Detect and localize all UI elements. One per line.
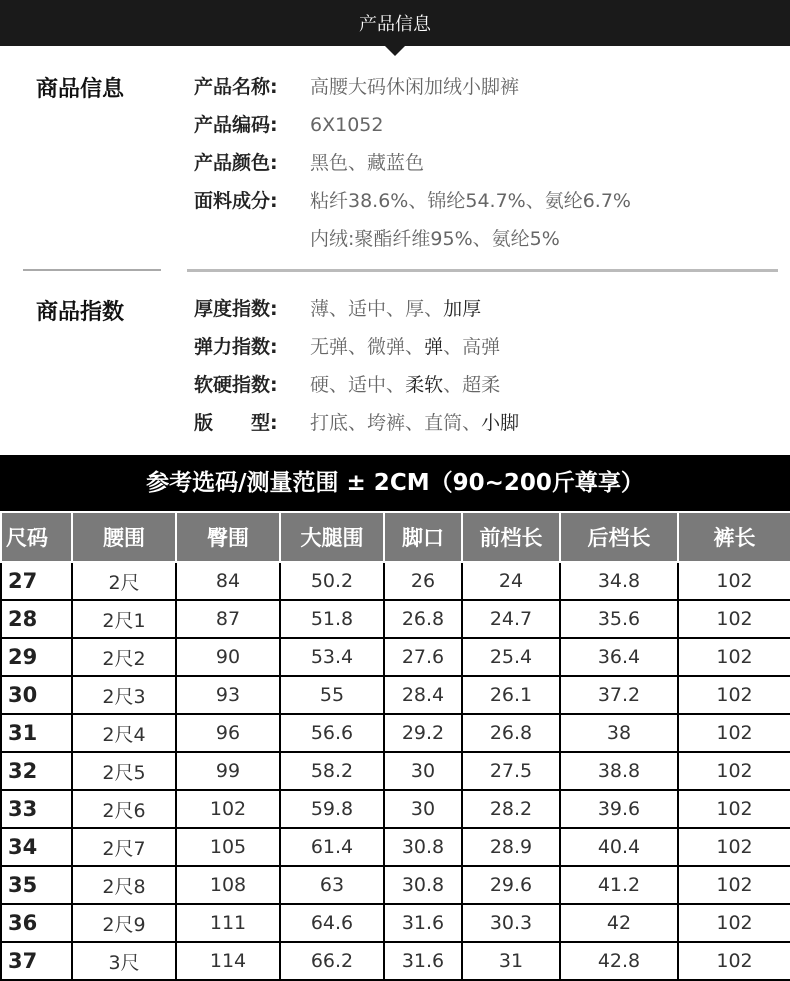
- index-option: 打底: [310, 412, 349, 434]
- size-cell: 28: [1, 600, 72, 638]
- size-cell: 27: [1, 562, 72, 600]
- index-option: 超柔: [462, 374, 501, 396]
- table-cell: 2尺4: [72, 714, 176, 752]
- table-cell: 42.8: [560, 942, 678, 980]
- index-row: [194, 409, 519, 437]
- info-key: 产品颜色:: [194, 152, 278, 174]
- table-row: [1, 562, 790, 600]
- index-options: 打底、垮裤、直筒、小脚: [310, 412, 520, 434]
- table-cell: 35.6: [560, 600, 678, 638]
- table-cell: 28.4: [384, 676, 462, 714]
- table-cell: 102: [678, 904, 790, 942]
- info-value: 粘纤38.6%、锦纶54.7%、氨纶6.7%: [310, 190, 631, 212]
- table-cell: 2尺2: [72, 638, 176, 676]
- table-cell: 102: [678, 562, 790, 600]
- table-cell: 2尺8: [72, 866, 176, 904]
- table-cell: 2尺7: [72, 828, 176, 866]
- table-cell: 102: [678, 714, 790, 752]
- index-option: 直筒: [424, 412, 463, 434]
- index-option-selected: 加厚: [443, 298, 482, 320]
- table-cell: 84: [176, 562, 280, 600]
- index-key: 厚度指数:: [194, 298, 278, 320]
- index-option: 薄: [310, 298, 330, 320]
- size-cell: 36: [1, 904, 72, 942]
- table-cell: 31.6: [384, 942, 462, 980]
- table-cell: 64.6: [280, 904, 384, 942]
- table-cell: 28.9: [462, 828, 560, 866]
- table-cell: 61.4: [280, 828, 384, 866]
- table-cell: 2尺6: [72, 790, 176, 828]
- table-cell: 50.2: [280, 562, 384, 600]
- table-cell: 66.2: [280, 942, 384, 980]
- table-cell: 90: [176, 638, 280, 676]
- table-cell: 29.2: [384, 714, 462, 752]
- table-cell: 58.2: [280, 752, 384, 790]
- divider-right: [187, 269, 778, 272]
- table-cell: 53.4: [280, 638, 384, 676]
- info-row: [194, 149, 424, 177]
- table-cell: 96: [176, 714, 280, 752]
- size-cell: 37: [1, 942, 72, 980]
- size-table-header: [1, 512, 790, 562]
- table-cell: 63: [280, 866, 384, 904]
- size-cell: 29: [1, 638, 72, 676]
- table-row: [1, 600, 790, 638]
- column-header: 裤长: [678, 512, 790, 562]
- table-cell: 102: [678, 676, 790, 714]
- index-options: 薄、适中、厚、加厚: [310, 298, 482, 320]
- table-cell: 111: [176, 904, 280, 942]
- table-cell: 24.7: [462, 600, 560, 638]
- size-cell: 33: [1, 790, 72, 828]
- index-option: 适中: [348, 298, 387, 320]
- banner-notch: [385, 46, 405, 56]
- info-row: [194, 73, 519, 101]
- table-cell: 26.8: [384, 600, 462, 638]
- product-index-title: 商品指数: [36, 300, 125, 325]
- info-row: [194, 111, 383, 139]
- info-value: 高腰大码休闲加绒小脚裤: [310, 76, 520, 98]
- table-cell: 102: [678, 600, 790, 638]
- index-key: 版 型:: [194, 412, 278, 434]
- table-row: [1, 828, 790, 866]
- index-option: 微弹: [367, 336, 406, 358]
- table-cell: 30: [384, 752, 462, 790]
- index-key: 软硬指数:: [194, 374, 278, 396]
- table-cell: 30: [384, 790, 462, 828]
- info-value: 6X1052: [310, 114, 384, 136]
- table-cell: 24: [462, 562, 560, 600]
- table-row: [1, 752, 790, 790]
- table-cell: 39.6: [560, 790, 678, 828]
- table-cell: 26: [384, 562, 462, 600]
- size-cell: 34: [1, 828, 72, 866]
- table-cell: 108: [176, 866, 280, 904]
- column-header: 脚口: [384, 512, 462, 562]
- table-cell: 30.3: [462, 904, 560, 942]
- table-cell: 30.8: [384, 866, 462, 904]
- table-cell: 102: [678, 790, 790, 828]
- table-cell: 26.1: [462, 676, 560, 714]
- banner-title: 产品信息: [359, 14, 431, 35]
- index-option: 无弹: [310, 336, 349, 358]
- table-cell: 2尺1: [72, 600, 176, 638]
- info-value: 内绒:聚酯纤维95%、氨纶5%: [310, 228, 560, 250]
- table-cell: 114: [176, 942, 280, 980]
- table-cell: 34.8: [560, 562, 678, 600]
- table-cell: 102: [678, 866, 790, 904]
- table-row: [1, 942, 790, 980]
- table-cell: 102: [678, 942, 790, 980]
- table-cell: 36.4: [560, 638, 678, 676]
- table-cell: 25.4: [462, 638, 560, 676]
- header-banner: [0, 0, 790, 46]
- table-cell: 2尺3: [72, 676, 176, 714]
- product-info-title: 商品信息: [36, 77, 125, 102]
- table-cell: 105: [176, 828, 280, 866]
- table-cell: 3尺: [72, 942, 176, 980]
- table-row: [1, 676, 790, 714]
- table-cell: 41.2: [560, 866, 678, 904]
- column-header: 臀围: [176, 512, 280, 562]
- index-options: 无弹、微弹、弹、高弹: [310, 336, 501, 358]
- info-key: 产品编码:: [194, 114, 278, 136]
- table-cell: 99: [176, 752, 280, 790]
- size-table-body: [1, 562, 790, 980]
- table-cell: 38.8: [560, 752, 678, 790]
- index-row: [194, 333, 500, 361]
- table-cell: 102: [678, 638, 790, 676]
- size-cell: 31: [1, 714, 72, 752]
- table-cell: 37.2: [560, 676, 678, 714]
- info-key: 面料成分:: [194, 190, 278, 212]
- table-row: [1, 714, 790, 752]
- table-cell: 51.8: [280, 600, 384, 638]
- index-row: [194, 371, 500, 399]
- index-option: 厚: [405, 298, 425, 320]
- column-header: 前档长: [462, 512, 560, 562]
- index-key: 弹力指数:: [194, 336, 278, 358]
- info-row: [194, 225, 560, 253]
- index-option: 垮裤: [367, 412, 406, 434]
- index-option-selected: 弹: [424, 336, 444, 358]
- table-cell: 28.2: [462, 790, 560, 828]
- info-value: 黑色、藏蓝色: [310, 152, 425, 174]
- table-cell: 2尺5: [72, 752, 176, 790]
- size-cell: 35: [1, 866, 72, 904]
- column-header: 腰围: [72, 512, 176, 562]
- info-key: 产品名称:: [194, 76, 278, 98]
- size-cell: 32: [1, 752, 72, 790]
- table-cell: 30.8: [384, 828, 462, 866]
- table-cell: 102: [678, 828, 790, 866]
- index-option: 高弹: [462, 336, 501, 358]
- table-cell: 93: [176, 676, 280, 714]
- table-cell: 29.6: [462, 866, 560, 904]
- table-cell: 2尺: [72, 562, 176, 600]
- table-cell: 42: [560, 904, 678, 942]
- index-option-selected: 小脚: [481, 412, 520, 434]
- table-cell: 102: [678, 752, 790, 790]
- index-option: 硬: [310, 374, 330, 396]
- table-cell: 2尺9: [72, 904, 176, 942]
- index-option-selected: 柔软: [405, 374, 444, 396]
- index-option: 适中: [348, 374, 387, 396]
- table-row: [1, 638, 790, 676]
- table-row: [1, 790, 790, 828]
- size-cell: 30: [1, 676, 72, 714]
- table-cell: 27.6: [384, 638, 462, 676]
- table-cell: 38: [560, 714, 678, 752]
- table-cell: 55: [280, 676, 384, 714]
- divider-left: [23, 269, 161, 271]
- table-cell: 59.8: [280, 790, 384, 828]
- table-row: [1, 904, 790, 942]
- info-row: [194, 187, 631, 215]
- table-cell: 56.6: [280, 714, 384, 752]
- table-cell: 26.8: [462, 714, 560, 752]
- column-header: 大腿围: [280, 512, 384, 562]
- column-header: 尺码: [1, 512, 72, 562]
- table-cell: 40.4: [560, 828, 678, 866]
- table-cell: 87: [176, 600, 280, 638]
- table-cell: 31: [462, 942, 560, 980]
- column-header: 后档长: [560, 512, 678, 562]
- table-cell: 31.6: [384, 904, 462, 942]
- index-row: [194, 295, 481, 323]
- size-table: [0, 511, 790, 981]
- size-table-title: 参考选码/测量范围 ± 2CM（90~200斤尊享）: [0, 455, 790, 511]
- index-options: 硬、适中、柔软、超柔: [310, 374, 501, 396]
- table-cell: 102: [176, 790, 280, 828]
- table-cell: 27.5: [462, 752, 560, 790]
- table-row: [1, 866, 790, 904]
